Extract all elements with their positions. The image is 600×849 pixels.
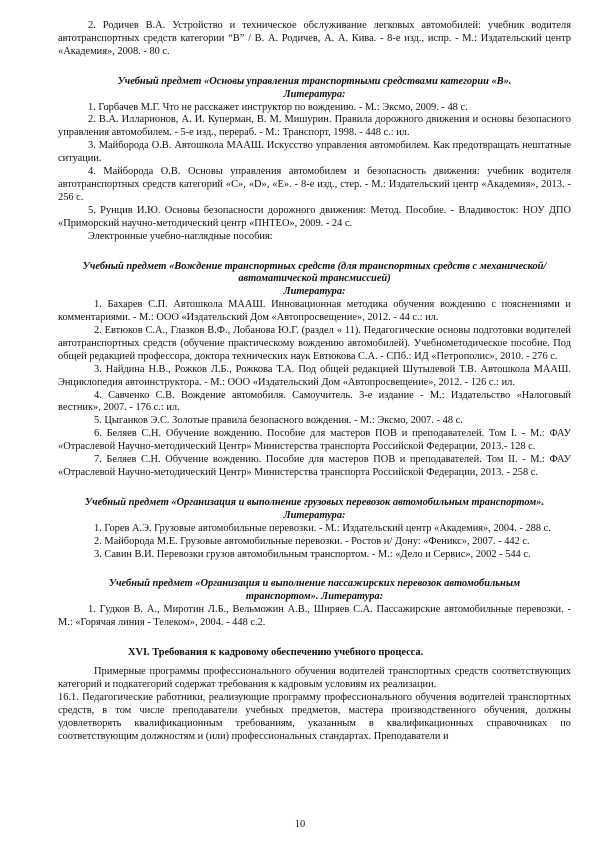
- list-item: 2. Евтюков С.А., Глазков В.Ф., Лобанова Ю.Г. (раздел « 11). Педагогические основы подготовки водителей автотранспортных средств (обучение практическому вождению автомобилей). Учебнометодическое пособие. Под общей редакцией профессора, доктора технических наук Евтюкова С.А. - СПб.: ИД «Петрополис», 2010. - 276 с.: [58, 325, 571, 362]
- list-item: 1. Горбачев М.Г. Что не расскажет инструктор по вождению. - М.: Эксмо, 2009. - 48 с.: [88, 101, 468, 113]
- chapter-paragraph: Примерные программы профессионального обучения водителей транспортных средств соответствующих категорий и подкатегорий содержат требования к кадровым условиям их реализации.: [58, 665, 571, 690]
- section-driving: [58, 261, 571, 480]
- list-item: 4. Майборода О.В. Основы управления автомобилем и безопасность движения: учебник водителя автотранспортных средств категорий «С», «D», «Е». - 8-е изд., стер. - М.: Издательский центр «Академия», 2013. - 256 с.: [58, 166, 571, 203]
- section-title: Учебный предмет «Вождение транспортных средств (для транспортных средств с механической/ автоматической трансмиссией): [82, 260, 547, 285]
- list-item: 7. Беляев С.Н. Обучение вождению. Пособие для мастеров ПОВ и преподавателей. Том II. - М.: ФАУ «Отраслевой Научно-методический Центр» Министерства транспорта Российской Федерации, 2013. - 258 с.: [58, 454, 571, 478]
- list-item: 3. Майборода О.В. Автошкола МААШ. Искусство управления автомобилем. Как предотвращать нештатные ситуации.: [58, 140, 571, 165]
- list-item: 1. Бахарев С.П. Автошкола МААШ. Инновационная методика обучения вождению с пояснениями и комментариями. - М.: ООО «Издательский Дом «Автопросвещение», 2012. - 44 с.: ил.: [58, 299, 571, 324]
- page-number: 10: [294, 819, 306, 830]
- list-item: 3. Савин В.И. Перевозки грузов автомобильным транспортом. - М.: «Дело и Сервис», 2002 - 544 с.: [94, 548, 531, 560]
- section-subtitle: Литература:: [283, 509, 346, 521]
- section-cargo: [58, 497, 571, 562]
- list-item: 1. Горев А.Э. Грузовые автомобильные перевозки. - М.: Издательский центр «Академия», 2004. - 288 с.: [94, 522, 551, 534]
- list-item: 5. Цыганков Э.С. Золотые правила безопасного вождения. - М.: Эксмо, 2007. - 48 с.: [94, 415, 463, 427]
- section-passenger: [58, 578, 571, 630]
- list-item: 1. Гудков В. А., Миротин Л.Б., Вельможин А.В., Ширяев С.А. Пассажирские автомобильные перевозки. - М.: «Горячая линия - Телеком», 2004. - 448 с.2.: [58, 604, 571, 629]
- chapter-paragraph: 16.1. Педагогические работники, реализующие программу профессионального обучения водителей транспортных средств, в том числе преподаватели учебных предметов, мастера производственного обучения, должны удовлетворять квалификационным требованиям, указанным в квалификационных справочниках по соответствующим должностям и (или) профессиональных стандартах. Преподаватели и: [58, 691, 571, 742]
- list-item: 2. В.А. Илларионов, А. И. Куперман, В. М. Мишурин. Правила дорожного движения и основы безопасного управления автомобилем. - 5-е изд., перераб. - М.: Транспорт, 1998. - 448 с.: ил.: [58, 114, 571, 139]
- section-title: Учебный предмет «Организация и выполнение грузовых перевозок автомобильным транспортом».: [84, 496, 545, 508]
- list-item: 6. Беляев С.Н. Обучение вождению. Пособие для мастеров ПОВ и преподавателей. Том I. - М.: ФАУ «Отраслевой Научно-методический Центр» Министерства транспорта Российской Федерации, 2013.- 128 с.: [58, 428, 571, 453]
- chapter-heading: XVI. Требования к кадровому обеспечению учебного процесса.: [128, 647, 424, 659]
- section-title: Учебный предмет «Основы управления транспортными средствами категории «B».: [117, 75, 512, 87]
- list-item: 3. Найдина Н.В., Рожков Л.Б., Рожкова Т.А. Под общей редакцией Шутылевой Т.В. Автошкола МААШ. Энциклопедия автоинструктора. - М.: ООО «Издательский Дом «Автопросвещение», 2012. - 126 с.: ил.: [58, 363, 571, 388]
- list-item: 2. Майборода М.Е. Грузовые автомобильные перевозки. - Ростов н/ Дону: «Феникс», 2007. - 442 с.: [94, 535, 530, 547]
- list-item: Электронные учебно-наглядные пособия:: [88, 230, 273, 242]
- list-item: 4. Савченко С.В. Вождение автомобиля. Самоучитель. 3-е издание - М.: Издательство «Налоговый вестник», 2007. - 176 с.: ил.: [58, 389, 571, 414]
- section-basics: [58, 76, 571, 244]
- document-page: [58, 20, 571, 743]
- section-subtitle: Литература:: [283, 88, 346, 100]
- section-title: Учебный предмет «Организация и выполнение пассажирских перевозок автомобильным транспортом». Литература:: [108, 578, 521, 603]
- section-subtitle: Литература:: [283, 286, 346, 298]
- intro-item-2: 2. Родичев В.А. Устройство и техническое обслуживание легковых автомобилей: учебник водителя автотранспортных средств категории “B” / В. А. Родичев, А. А. Кива. - 8-е изд., испр. - М.: Издательский центр «Академия», 2008. - 80 с.: [58, 20, 571, 57]
- list-item: 5. Рунцив И.Ю. Основы безопасности дорожного движения: Метод. Пособие. - Владивосток: НОУ ДПО «Приморский научно-методический центр «ПНТЕО», 2009. - 24 с.: [58, 204, 571, 229]
